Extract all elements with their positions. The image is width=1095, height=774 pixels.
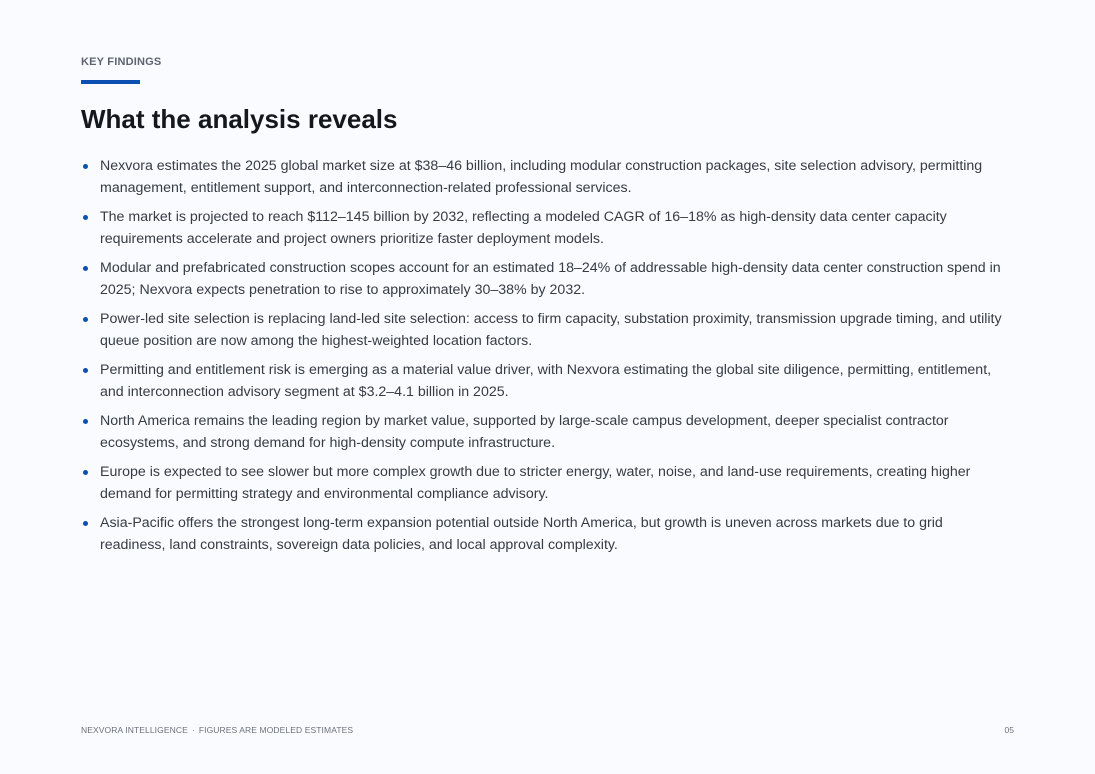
page-number: 05 [1004,725,1014,735]
finding-item [81,461,1006,505]
finding-text: Nexvora estimates the 2025 global market size at $38–46 billion, including modular construction packages, site selection advisory, permitting management, entitlement support, and interconnection-related professional services. [100,158,983,196]
footer-source [81,725,353,735]
footer-note: FIGURES ARE MODELED ESTIMATES [198,725,354,735]
bullet-dot-icon [83,368,88,373]
key-findings-page [81,0,1014,774]
bullet-dot-icon [83,419,88,424]
findings-list [81,155,1006,563]
bullet-dot-icon [83,470,88,475]
footer-brand: NEXVORA INTELLIGENCE [81,725,188,735]
finding-item [81,410,1006,454]
section-eyebrow: KEY FINDINGS [81,56,162,68]
finding-item [81,257,1006,301]
bullet-dot-icon [83,317,88,322]
finding-item [81,155,1006,199]
finding-text: The market is projected to reach $112–145 billion by 2032, reflecting a modeled CAGR of 16–18% as high-density data center capacity requirements accelerate and project owners prioritize faster deployment models. [100,209,947,247]
finding-text: Permitting and entitlement risk is emerging as a material value driver, with Nexvora estimating the global site diligence, permitting, entitlement, and interconnection advisory segment at $3.2–4.1 billion in 2025. [100,362,992,400]
finding-item [81,359,1006,403]
finding-text: Modular and prefabricated construction scopes account for an estimated 18–24% of addressable high-density data center construction spend in 2025; Nexvora expects penetration to rise to approximately 30–38% by 2032. [100,260,1001,298]
footer-separator: · [191,725,195,735]
bullet-dot-icon [83,521,88,526]
bullet-dot-icon [83,215,88,220]
finding-item [81,206,1006,250]
page-title: What the analysis reveals [81,104,398,134]
finding-text: Europe is expected to see slower but more complex growth due to stricter energy, water, noise, and land-use requirements, creating higher demand for permitting strategy and environmental compliance advisory. [100,464,971,502]
bullet-dot-icon [83,266,88,271]
finding-text: Asia-Pacific offers the strongest long-term expansion potential outside North America, but growth is uneven across markets due to grid readiness, land constraints, sovereign data policies, and local approval complexity. [100,515,943,553]
finding-item [81,308,1006,352]
bullet-dot-icon [83,164,88,169]
accent-bar [81,80,140,84]
finding-text: North America remains the leading region by market value, supported by large-scale campus development, deeper specialist contractor ecosystems, and strong demand for high-density compute infrastructure. [100,413,949,451]
finding-item [81,512,1006,556]
finding-text: Power-led site selection is replacing land-led site selection: access to firm capacity, substation proximity, transmission upgrade timing, and utility queue position are now among the highest-weighted location factors. [100,311,1002,349]
